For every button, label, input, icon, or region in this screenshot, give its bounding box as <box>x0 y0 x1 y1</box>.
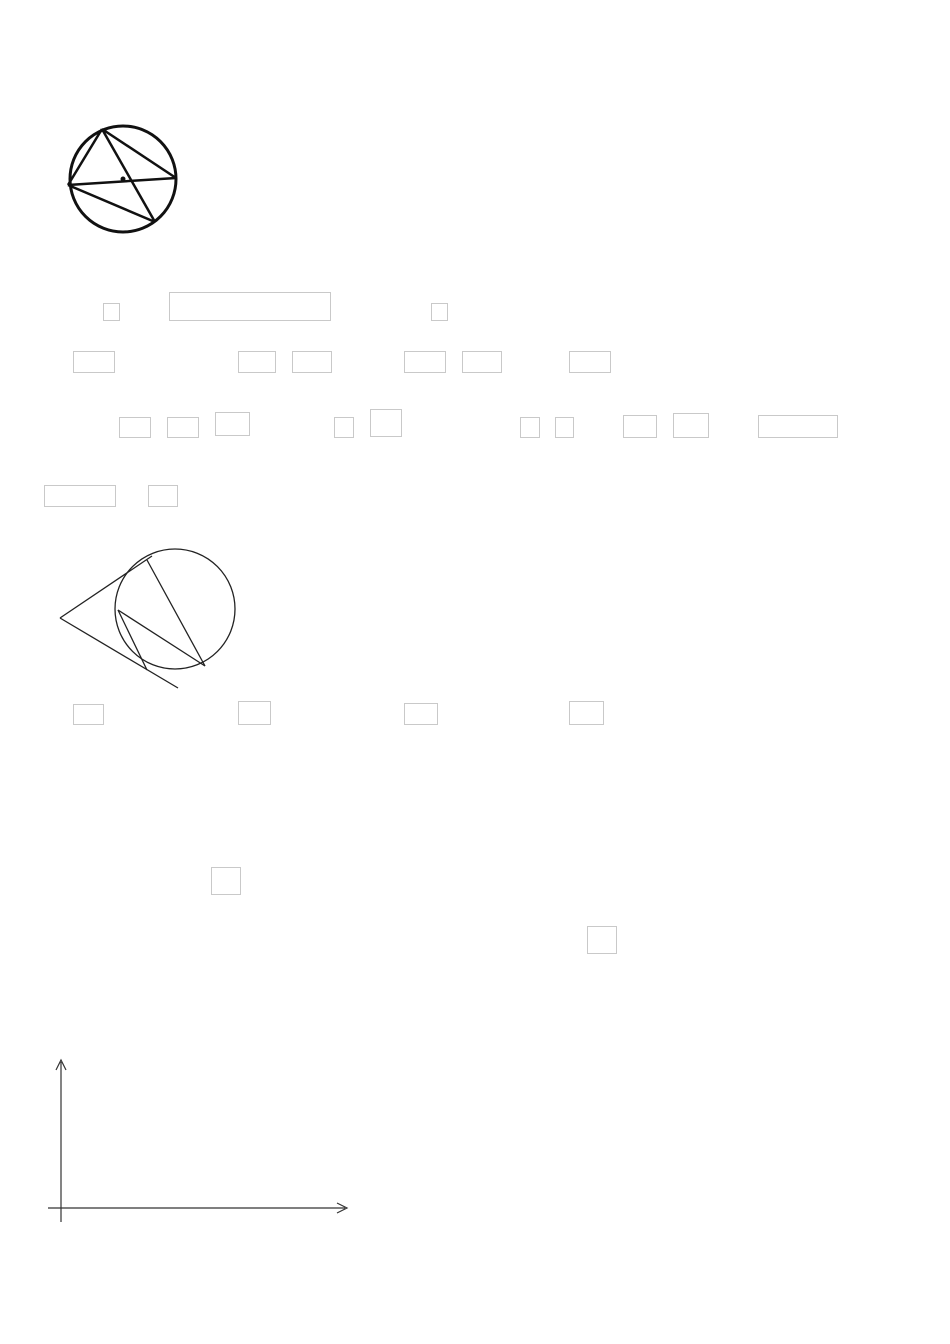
x-axis <box>48 1203 347 1213</box>
broken-image-icon <box>119 417 151 438</box>
broken-image-icon <box>44 485 116 507</box>
broken-image-icon <box>431 303 448 321</box>
y-axis <box>56 1060 66 1222</box>
broken-image-icon <box>569 351 611 373</box>
broken-image-icon <box>148 485 178 507</box>
q9-seating-figure <box>40 1050 360 1230</box>
broken-image-icon <box>555 417 574 438</box>
broken-image-icon <box>169 292 331 321</box>
broken-image-icon <box>462 351 502 373</box>
broken-image-icon <box>103 303 120 321</box>
broken-image-icon <box>292 351 332 373</box>
broken-image-icon <box>758 415 838 438</box>
broken-image-icon <box>215 412 250 436</box>
broken-image-icon <box>73 704 104 725</box>
broken-image-icon <box>623 415 657 438</box>
broken-image-icon <box>587 926 617 954</box>
q4-circle-figure <box>40 100 210 250</box>
broken-image-icon <box>167 417 199 438</box>
broken-image-icon <box>370 409 402 437</box>
broken-image-icon <box>404 703 438 725</box>
broken-image-icon <box>238 351 276 373</box>
broken-image-icon <box>404 351 446 373</box>
broken-image-icon <box>520 417 540 438</box>
broken-image-icon <box>569 701 604 725</box>
broken-image-icon <box>334 417 354 438</box>
broken-image-icon <box>673 413 709 438</box>
broken-image-icon <box>73 351 115 373</box>
broken-image-icon <box>238 701 271 725</box>
broken-image-icon <box>211 867 241 895</box>
q6-tangent-figure <box>40 540 250 695</box>
